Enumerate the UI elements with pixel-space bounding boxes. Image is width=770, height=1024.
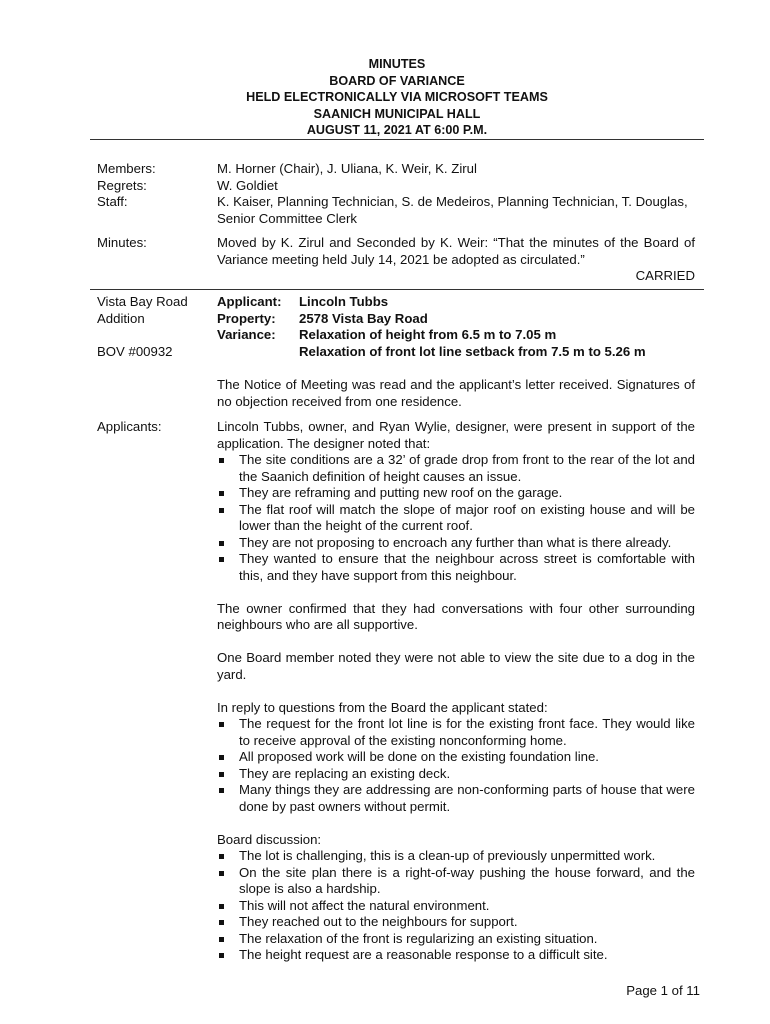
bullet-icon [219,491,224,496]
item-section [217,294,695,410]
bullet-icon [219,953,224,958]
section-divider [90,289,704,290]
notice-text: The Notice of Meeting was read and the applicant’s letter received. Signatures of no objection received from one residence. [217,377,695,409]
list-item: The flat roof will match the slope of major roof on existing house and will be lower than the height of the current roof. [217,502,695,535]
regrets-label: Regrets: [97,177,147,193]
bullet-icon [219,937,224,942]
item-title-line1: Vista Bay Road [97,294,188,309]
list-item: On the site plan there is a right-of-way pushing the house forward, and the slope is also a hardship. [217,865,695,898]
applicant-label: Applicant: [217,294,282,309]
minutes-section [217,235,695,285]
list-item: They are replacing an existing deck. [217,766,695,783]
discussion-intro: Board discussion: [217,831,322,847]
variance-value-setback: Relaxation of front lot line setback from 7.5 m to 5.26 m [299,343,646,359]
bullet-icon [219,541,224,546]
variance-label: Variance: [217,327,276,342]
bullet-icon [219,508,224,513]
bullet-icon [219,772,224,777]
list-item: The lot is challenging, this is a clean-up of previously unpermitted work. [217,848,695,865]
bullet-icon [219,788,224,793]
attendance-values [217,161,695,227]
owner-text: The owner confirmed that they had conversations with four other surrounding neighbours who are all supportive. [217,600,695,632]
members-label: Members: [97,161,156,176]
bullet-icon [219,557,224,562]
bullet-icon [219,904,224,909]
bullet-icon [219,871,224,876]
list-item: They reached out to the neighbours for support. [217,914,695,931]
list-item: All proposed work will be done on the existing foundation line. [217,749,695,766]
reply-intro: In reply to questions from the Board the applicant stated: [217,699,548,715]
property-value: 2578 Vista Bay Road [299,310,428,326]
list-item: This will not affect the natural environment. [217,898,695,915]
bullet-icon [219,722,224,727]
list-item: The height request are a reasonable response to a difficult site. [217,947,695,964]
bov-number: BOV #00932 [97,343,173,359]
header-line: HELD ELECTRONICALLY VIA MICROSOFT TEAMS [246,90,548,104]
bullet-icon [219,854,224,859]
header-divider [90,139,704,140]
applicants-intro: Lincoln Tubbs, owner, and Ryan Wylie, designer, were present in support of the application. The designer noted that: [217,419,695,451]
list-item: The site conditions are a 32’ of grade drop from front to the rear of the lot and the Saanich definition of height causes an issue. [217,452,695,485]
applicant-value: Lincoln Tubbs [299,294,389,309]
discussion-points-list [217,848,695,964]
item-title-line2: Addition [97,310,145,326]
list-item: The relaxation of the front is regularizing an existing situation. [217,931,695,948]
bullet-icon [219,458,224,463]
board-member-text: One Board member noted they were not able to view the site due to a dog in the yard. [217,650,695,682]
minutes-header [90,56,704,139]
list-item: Many things they are addressing are non-conforming parts of house that were done by past owners without permit. [217,782,695,815]
staff-label: Staff: [97,194,128,209]
header-line: BOARD OF VARIANCE [329,73,465,88]
applicants-label: Applicants: [97,419,162,434]
header-line: SAANICH MUNICIPAL HALL [313,106,481,121]
header-line: AUGUST 11, 2021 AT 6:00 P.M. [306,123,488,137]
designer-points-list [217,452,695,584]
property-label: Property: [217,310,276,326]
applicants-section [217,419,695,964]
bullet-icon [219,755,224,760]
variance-value-height: Relaxation of height from 6.5 m to 7.05 m [299,327,557,342]
members-value: M. Horner (Chair), J. Uliana, K. Weir, K. Zirul [217,161,477,176]
list-item: They are reframing and putting new roof on the garage. [217,485,695,502]
variance-label-spacer [217,344,299,361]
reply-points-list [217,716,695,815]
minutes-motion: Moved by K. Zirul and Seconded by K. Weir: “That the minutes of the Board of Variance meeting held July 14, 2021 be adopted as circulated.” [217,235,695,267]
list-item: They are not proposing to encroach any further than what is there already. [217,535,695,552]
minutes-result: CARRIED [635,268,695,283]
bullet-icon [219,920,224,925]
list-item: They wanted to ensure that the neighbour across street is comfortable with this, and they have support from this neighbour. [217,551,695,584]
staff-value: K. Kaiser, Planning Technician, S. de Medeiros, Planning Technician, T. Douglas, Senior Committee Clerk [217,194,688,226]
item-labels [97,294,212,360]
minutes-label: Minutes: [97,235,147,250]
regrets-value: W. Goldiet [217,177,278,193]
header-line: MINUTES [368,57,426,71]
application-details [217,294,695,360]
attendance-labels [97,161,212,211]
list-item: The request for the front lot line is for the existing front face. They would like to receive approval of the existing nonconforming home. [217,716,695,749]
page-number: Page 1 of 11 [626,983,700,998]
